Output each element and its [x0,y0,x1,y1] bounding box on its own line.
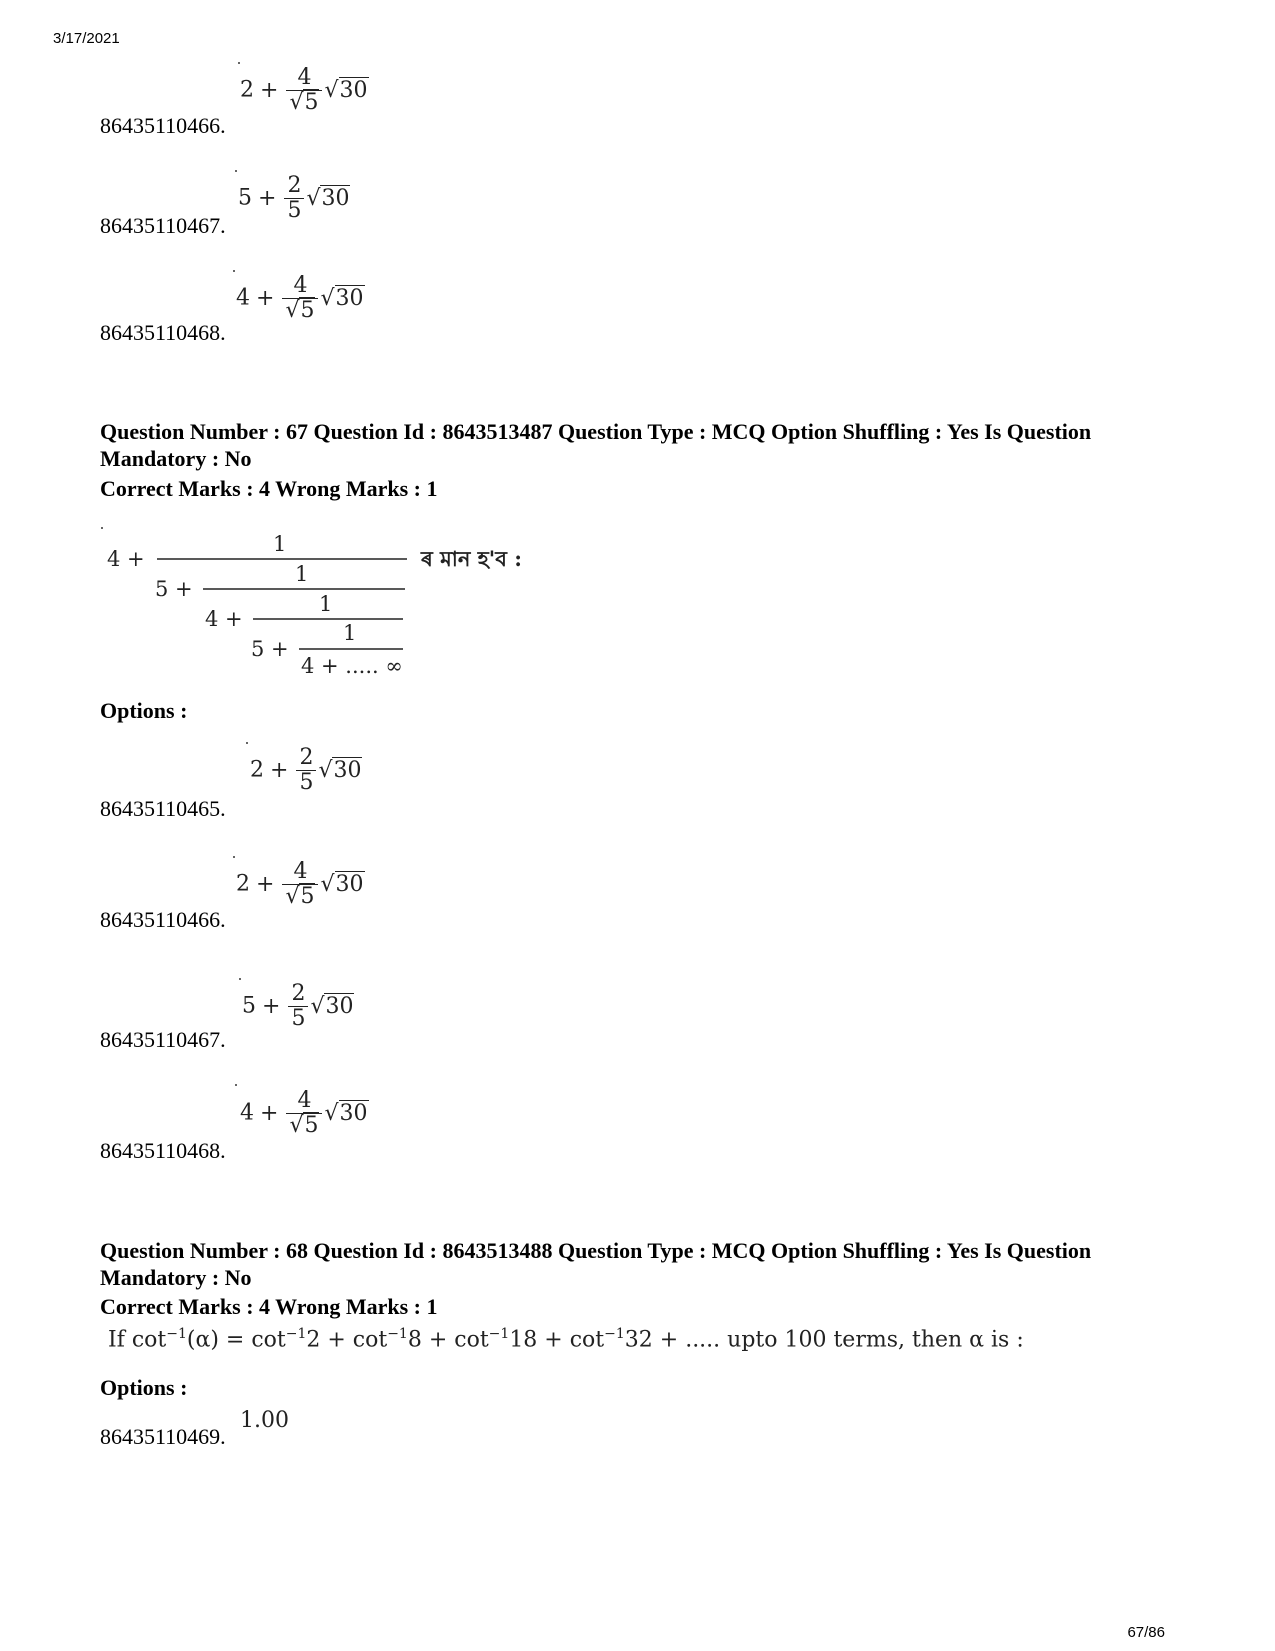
option-id: 86435110469. [100,1424,226,1449]
question-67-marks: Correct Marks : 4 Wrong Marks : 1 [100,476,438,501]
option-id: 86435110465. [100,796,226,821]
question-67-meta: Question Number : 67 Question Id : 8643513487 Question Type : MCQ Option Shuffling : Yes Is Question Mandatory : No [100,419,1092,471]
option-id: 86435110468. [100,320,226,345]
option-id: 86435110466. [100,113,226,138]
option-expression: 2 + $\frac{4}{√5}$ √30 [236,859,364,909]
cf-numerator-4: 1 [343,621,357,645]
options-label: Options : [100,698,188,723]
option-expression: 4 + $\frac{4}{√5}$ √30 [240,1088,368,1138]
cf-term-1: 4 + [107,547,145,571]
option-marker [238,62,240,64]
option-value: 1.00 [240,1408,289,1433]
page-number: 67/86 [1127,1624,1165,1641]
option-expression: 5 + $\frac{2}{5}$ √30 [238,173,350,223]
options-label: Options : [100,1375,188,1400]
question-marker [101,527,103,529]
cf-numerator-1: 1 [273,532,287,556]
option-id: 86435110466. [100,907,226,932]
option-marker [233,856,235,858]
question-68-marks: Correct Marks : 4 Wrong Marks : 1 [100,1294,438,1319]
continued-fraction [105,525,565,685]
cf-term-4: 5 + [251,637,289,661]
option-expression: 4 + $\frac{4}{√5}$ √30 [236,273,364,323]
option-marker [235,170,237,172]
option-marker [246,742,248,744]
cf-term-3: 4 + [205,607,243,631]
option-marker [235,1084,237,1086]
option-id: 86435110467. [100,213,226,238]
question-68-text: If $\cot^{-1}(\alpha) = \cot^{-1}2 + \cot^{-1}8 + \cot^{-1}18 + \cot^{-1}32$ + ..... upto 100 terms, then α is : [108,1326,1024,1353]
question-67-suffix: ৰ মান হ'ব : [421,546,522,571]
option-marker [233,270,235,272]
question-68-meta: Question Number : 68 Question Id : 8643513488 Question Type : MCQ Option Shuffling : Yes Is Question Mandatory : No [100,1238,1092,1290]
option-expression: 2 + $\frac{4}{√5}$ √30 [240,65,368,115]
option-id: 86435110468. [100,1138,226,1163]
option-id: 86435110467. [100,1027,226,1052]
print-date: 3/17/2021 [53,30,120,47]
cf-numerator-3: 1 [319,592,333,616]
option-expression: 5 + $\frac{2}{5}$ √30 [242,981,354,1031]
option-marker [239,978,241,980]
cf-numerator-2: 1 [295,562,309,586]
option-expression: 2 + $\frac{2}{5}$ √30 [250,745,362,795]
cf-tail: 4 + ..... ∞ [301,654,403,678]
cf-term-2: 5 + [155,577,193,601]
